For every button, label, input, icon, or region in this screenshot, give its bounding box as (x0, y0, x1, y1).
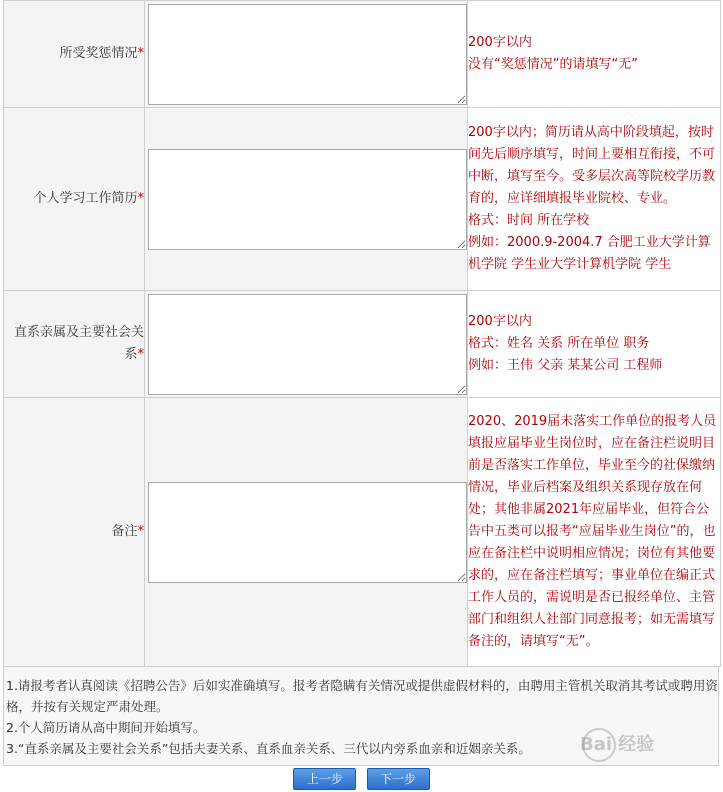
required-mark: * (137, 524, 144, 539)
hint-cell (468, 1, 721, 108)
hint-line: 2020、2019届未落实工作单位的报考人员填报应届毕业生岗位时，应在备注栏说明目前是否落实工作单位，毕业至今的社保缴纳情况，毕业后档案及组织关系现存放在何处；其他非属2021年应届毕业，但符合公告中五类可以报考“应届毕业生岗位”的，也应在备注栏中说明相应情况；岗位有其他要求的，应在备注栏填写；事业单位在编正式工作人员的，需说明是否已报经单位、主管部门和组织人社部门同意报考；如无需填写备注的，请填写“无”。 (468, 414, 717, 649)
hint-line: 例如：王伟 父亲 某某公司 工程师 (468, 358, 663, 373)
notes-panel (3, 666, 719, 766)
hint-line: 格式：姓名 关系 所在单位 职务 (468, 336, 650, 351)
awards-textarea[interactable] (148, 4, 467, 105)
hint-line: 200字以内 (468, 35, 532, 50)
input-cell (145, 1, 468, 108)
prev-step-button[interactable]: 上一步 (293, 768, 356, 790)
hint-line: 格式：时间 所在学校 (468, 213, 590, 228)
hint-cell (468, 398, 721, 667)
note-line: 1.请报考者认真阅读《招聘公告》后如实准确填写。报考者隐瞒有关情况或提供虚假材料的，由聘用主管机关取消其考试或聘用资格，并按有关规定严肃处理。 (6, 678, 718, 714)
row-label (4, 1, 145, 108)
button-bar (0, 766, 723, 792)
required-mark: * (137, 347, 144, 362)
hint-line: 200字以内；简历请从高中阶段填起，按时间先后顺序填写，时间上要相互衔接，不可中断，填写至今。受多层次高等院校学历教育的，应详细填报毕业院校、专业。 (468, 125, 716, 206)
hint-cell (468, 291, 721, 398)
form-row-resume (4, 108, 721, 291)
row-label (4, 291, 145, 398)
row-label-text: 所受奖惩情况 (59, 46, 138, 61)
row-label-text: 个人学习工作简历 (33, 191, 138, 206)
remarks-textarea[interactable] (148, 482, 467, 583)
hint-cell (468, 108, 721, 291)
resume-textarea[interactable] (148, 149, 467, 250)
next-step-button[interactable]: 下一步 (367, 768, 430, 790)
row-label (4, 108, 145, 291)
input-cell (145, 398, 468, 667)
row-label (4, 398, 145, 667)
hint-line: 例如：2000.9-2004.7 合肥工业大学计算机学院 学生业大学计算机学院 学生 (468, 235, 711, 272)
row-label-text: 备注 (111, 524, 138, 539)
form-row-awards (4, 1, 721, 108)
hint-line: 没有“奖惩情况”的请填写“无” (468, 57, 638, 72)
form-row-relatives (4, 291, 721, 398)
watermark-logo: Bai 经验 (580, 734, 655, 755)
form-table (3, 0, 721, 667)
note-line: 2.个人简历请从高中期间开始填写。 (6, 720, 206, 735)
required-mark: * (137, 46, 144, 61)
row-label-text: 直系亲属及主要社会关系 (13, 325, 144, 362)
input-cell (145, 108, 468, 291)
form-row-remarks (4, 398, 721, 667)
input-cell (145, 291, 468, 398)
relatives-textarea[interactable] (148, 294, 467, 395)
note-line: 3.“直系亲属及主要社会关系”包括夫妻关系、直系血亲关系、三代以内旁系血亲和近姻亲关系。 (6, 741, 531, 756)
hint-line: 200字以内 (468, 314, 532, 329)
required-mark: * (137, 191, 144, 206)
